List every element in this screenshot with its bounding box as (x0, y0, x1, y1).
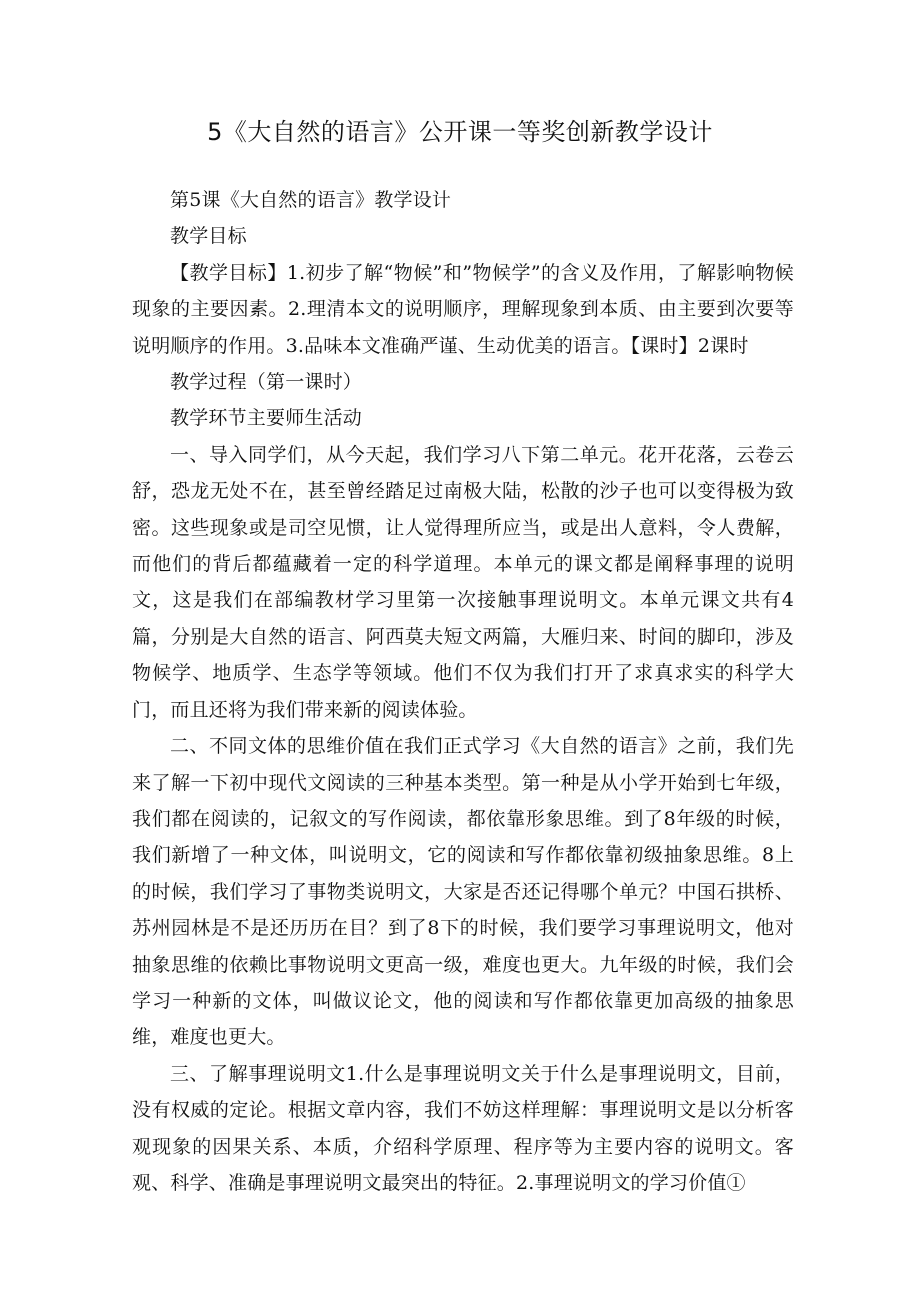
section-heading-activities: 教学环节主要师生活动 (170, 407, 363, 430)
paragraph-thinking-value: 二、不同文体的思维价值在我们正式学习《大自然的语言》之前，我们先来了解一下初中现代文阅读的三种基本类型。第一种是从小学开始到七年级，我们都在阅读的，记叙文的写作阅读，都依靠形象思维。到了8年级的时候，我们新增了一种文体，叫说明文，它的阅读和写作都依靠初级抽象思维。8上的时候，我们学习了事物类说明文，大家是否还记得哪个单元？中国石拱桥、苏州园林是不是还历历在目？到了8下的时候，我们要学习事理说明文，他对抽象思维的依赖比事物说明文更高一级，难度也更大。九年级的时候，我们会学习一种新的文体，叫做议论文，他的阅读和写作都依靠更加高级的抽象思维，难度也更大。 (132, 735, 794, 1049)
paragraph-goals: 【教学目标】1.初步了解“物候”和”物候学”的含义及作用，了解影响物候现象的主要因素。2.理清本文的说明顺序，理解现象到本质、由主要到次要等说明顺序的作用。3.品味本文准确严谨、生动优美的语言。【课时】2课时 (132, 261, 794, 357)
document-body (132, 182, 794, 1201)
section-heading-process: 教学过程（第一课时） (170, 371, 363, 394)
lesson-heading: 第5课《大自然的语言》教学设计 (170, 189, 452, 211)
paragraph-intro: 一、导入同学们，从今天起，我们学习八下第二单元。花开花落，云卷云舒，恐龙无处不在，甚至曾经踏足过南极大陆，松散的沙子也可以变得极为致密。这些现象或是司空见惯，让人觉得理所应当，或是出人意料，令人费解，而他们的背后都蕴藏着一定的科学道理。本单元的课文都是阐释事理的说明文，这是我们在部编教材学习里第一次接触事理说明文。本单元课文共有4篇，分别是大自然的语言、阿西莫夫短文两篇，大雁归来、时间的脚印，涉及物候学、地质学、生态学等领域。他们不仅为我们打开了求真求实的科学大门，而且还将为我们带来新的阅读体验。 (132, 443, 794, 721)
document-title: 5《大自然的语言》公开课一等奖创新教学设计 (207, 118, 713, 146)
section-heading-goals: 教学目标 (170, 225, 247, 248)
paragraph-expository-text: 三、了解事理说明文1.什么是事理说明文关于什么是事理说明文，目前，没有权威的定论。根据文章内容，我们不妨这样理解：事理说明文是以分析客观现象的因果关系、本质，介绍科学原理、程序等为主要内容的说明文。客观、科学、准确是事理说明文最突出的特征。2.事理说明文的学习价值① (132, 1062, 794, 1194)
